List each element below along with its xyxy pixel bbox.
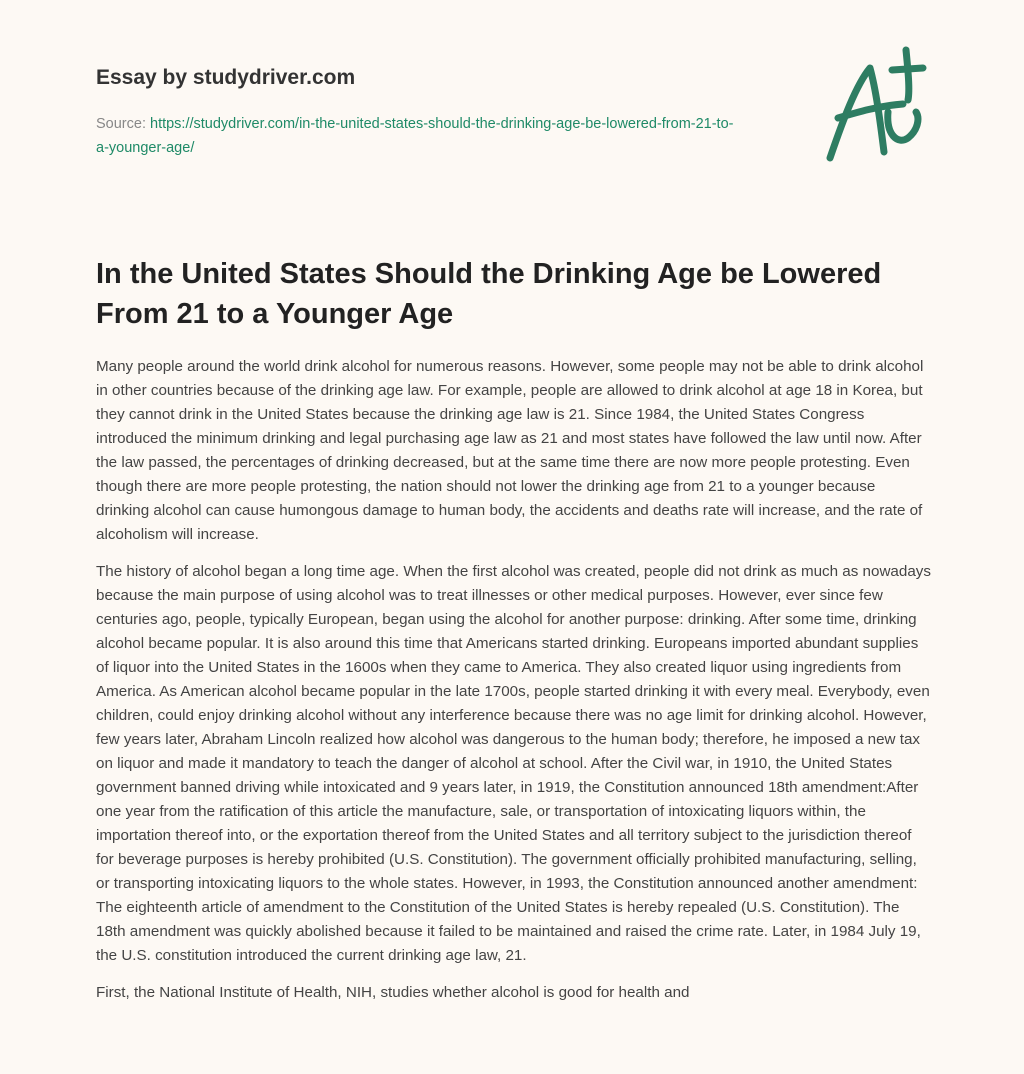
source-label: Source: xyxy=(96,116,150,132)
source-link[interactable]: https://studydriver.com/in-the-united-states-should-the-drinking-age-be-lowered-from-21-to-a-younger-age/ xyxy=(96,116,734,156)
essay-title: In the United States Should the Drinking Age be Lowered From 21 to a Younger Age xyxy=(96,258,882,330)
essay-paragraph: The history of alcohol began a long time age. When the first alcohol was created, people did not drink as much as nowadays because the main purpose of using alcohol was to treat illnesses or other medical purposes. However, ever since few centuries ago, people, typically European, began using the alcohol for another purpose: drinking. After some time, drinking alcohol became popular. It is also around this time that Americans started drinking. Europeans imported abundant supplies of liquor into the United States in the 1600s when they came to America. They also created liquor using ingredients from America. As American alcohol became popular in the late 1700s, people started drinking it with every meal. Everybody, even children, could enjoy drinking alcohol without any interference because there was no age limit for drinking alcohol. However, few years later, Abraham Lincoln realized how alcohol was dangerous to the human body; therefore, he imposed a new tax on liquor and made it mandatory to teach the danger of alcohol at school. After the Civil war, in 1910, the United States government banned driving while intoxicated and 9 years later, in 1919, the Constitution announced 18th amendment:After one year from the ratification of this article the manufacture, sale, or transportation of intoxicating liquors within, the importation thereof into, or the exportation thereof from the United States and all territory subject to the jurisdiction thereof for beverage purposes is hereby prohibited (U.S. Constitution). The government officially prohibited manufacturing, selling, or transporting intoxicating liquors to the whole states. However, in 1993, the Constitution announced another amendment: The eighteenth article of amendment to the Constitution of the United States is hereby repealed (U.S. Constitution). The 18th amendment was quickly abolished because it failed to be maintained and raised the crime rate. Later, in 1984 July 19, the U.S. constitution introduced the current drinking age law, 21. xyxy=(96,563,931,964)
page-header xyxy=(0,0,1024,210)
a-plus-logo-icon xyxy=(818,40,928,165)
source-line xyxy=(96,112,736,160)
essay-body xyxy=(96,355,932,1018)
essay-paragraph: Many people around the world drink alcohol for numerous reasons. However, some people may not be able to drink alcohol in other countries because of the drinking age law. For example, people are allowed to drink alcohol at age 18 in Korea, but they cannot drink in the United States because the drinking age law is 21. Since 1984, the United States Congress introduced the minimum drinking and legal purchasing age law as 21 and most states have followed the law until now. After the law passed, the percentages of drinking decreased, but at the same time there are now more people protesting. Even though there are more people protesting, the nation should not lower the drinking age from 21 to a younger because drinking alcohol can cause humongous damage to human body, the accidents and deaths rate will increase, and the rate of alcoholism will increase. xyxy=(96,358,924,543)
essay-paragraph: First, the National Institute of Health, NIH, studies whether alcohol is good for health and xyxy=(96,984,690,1001)
brand-title: Essay by studydriver.com xyxy=(96,66,356,89)
